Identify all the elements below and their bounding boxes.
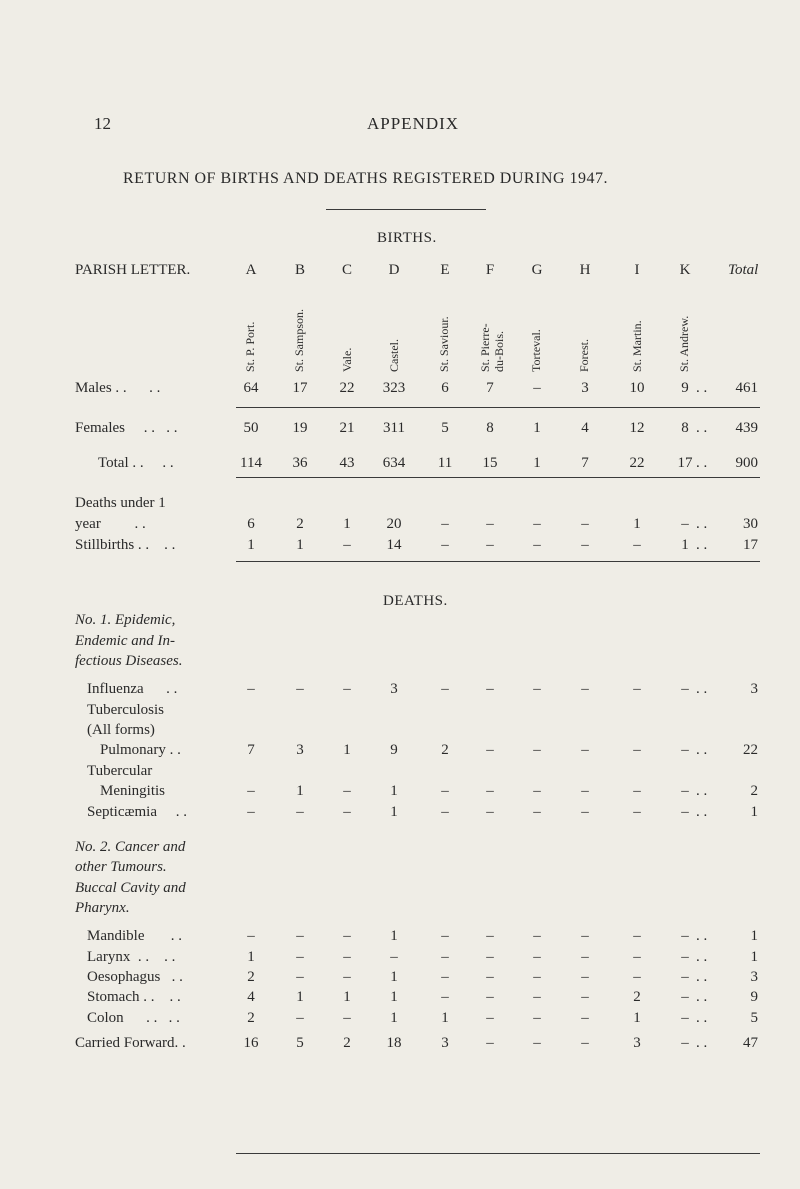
table-cell: – bbox=[296, 681, 304, 697]
table-cell: – bbox=[486, 681, 494, 697]
table-cell: 1 bbox=[390, 969, 398, 985]
table-cell: – bbox=[533, 537, 541, 553]
table-cell: – bbox=[343, 949, 351, 965]
total-column-header: Total bbox=[728, 262, 759, 278]
table-cell: 1 bbox=[390, 989, 398, 1005]
table-cell: – bbox=[343, 681, 351, 697]
table-cell: 3 bbox=[296, 742, 304, 758]
row-label: Pulmonary . . bbox=[100, 742, 181, 758]
table-cell: – bbox=[343, 537, 351, 553]
parish-letter: E bbox=[440, 262, 450, 278]
table-cell: – bbox=[681, 783, 689, 799]
table-cell: 1 bbox=[390, 928, 398, 944]
row-label: Influenza . . bbox=[87, 681, 178, 697]
leader-dots: . . bbox=[696, 804, 708, 820]
table-cell: 1 bbox=[296, 537, 304, 553]
row-total: 1 bbox=[750, 804, 758, 820]
row-total: 2 bbox=[750, 783, 758, 799]
leader-dots: . . bbox=[696, 455, 708, 471]
row-label: (All forms) bbox=[87, 722, 155, 738]
table-cell: 1 bbox=[533, 420, 541, 436]
table-cell: – bbox=[533, 516, 541, 532]
row-total: 9 bbox=[750, 989, 758, 1005]
parish-name: du-Bois. bbox=[492, 330, 506, 372]
table-cell: 1 bbox=[533, 455, 541, 471]
table-cell: 2 bbox=[343, 1035, 351, 1051]
table-cell: 2 bbox=[247, 1010, 255, 1026]
leader-dots: . . bbox=[696, 681, 708, 697]
table-cell: – bbox=[681, 969, 689, 985]
table-cell: 3 bbox=[581, 380, 589, 396]
table-cell: – bbox=[343, 969, 351, 985]
table-cell: 5 bbox=[296, 1035, 304, 1051]
parish-name: St. Sampson. bbox=[292, 308, 306, 372]
row-label: Deaths under 1 bbox=[75, 495, 166, 511]
row-total: 461 bbox=[735, 380, 758, 396]
row-total: 47 bbox=[743, 1035, 758, 1051]
table-cell: 9 bbox=[681, 380, 689, 396]
births-end-rule bbox=[236, 561, 760, 562]
table-cell: 7 bbox=[247, 742, 255, 758]
table-cell: – bbox=[681, 928, 689, 944]
table-cell: – bbox=[581, 1035, 589, 1051]
table-cell: 16 bbox=[243, 1035, 259, 1051]
table-cell: – bbox=[247, 681, 255, 697]
parish-letter: F bbox=[485, 262, 495, 278]
row-total: 3 bbox=[750, 681, 758, 697]
table-cell: – bbox=[681, 989, 689, 1005]
table-cell: 14 bbox=[386, 537, 402, 553]
leader-dots: . . bbox=[696, 949, 708, 965]
table-cell: – bbox=[441, 989, 449, 1005]
table-cell: 6 bbox=[247, 516, 255, 532]
table-cell: 311 bbox=[383, 420, 405, 436]
row-total: 1 bbox=[750, 928, 758, 944]
table-cell: 1 bbox=[343, 742, 351, 758]
category-title: fectious Diseases. bbox=[75, 653, 183, 669]
row-label: Males . . . . bbox=[75, 380, 161, 396]
table-cell: 1 bbox=[390, 1010, 398, 1026]
table-cell: – bbox=[533, 1035, 541, 1051]
table-cell: – bbox=[533, 783, 541, 799]
table-cell: 3 bbox=[390, 681, 398, 697]
page-title: RETURN OF BIRTHS AND DEATHS REGISTERED DURING 1947. bbox=[123, 170, 608, 187]
row-label: Meningitis bbox=[100, 783, 166, 799]
row-label: Larynx . . . . bbox=[87, 949, 176, 965]
table-cell: 634 bbox=[382, 455, 406, 471]
table-cell: 1 bbox=[296, 783, 304, 799]
row-label: Mandible . . bbox=[87, 928, 182, 944]
parish-letter: A bbox=[245, 262, 257, 278]
row-label: Females . . . . bbox=[75, 420, 178, 436]
table-cell: 7 bbox=[486, 380, 494, 396]
row-label: Colon . . . . bbox=[87, 1010, 180, 1026]
table-cell: 11 bbox=[437, 455, 453, 471]
table-cell: – bbox=[581, 742, 589, 758]
table-cell: 3 bbox=[441, 1035, 449, 1051]
table-cell: 6 bbox=[441, 380, 449, 396]
table-cell: – bbox=[533, 928, 541, 944]
table-cell: 64 bbox=[243, 380, 259, 396]
leader-dots: . . bbox=[696, 1035, 708, 1051]
table-cell: – bbox=[633, 783, 641, 799]
row-total: 900 bbox=[735, 455, 758, 471]
table-cell: – bbox=[633, 804, 641, 820]
table-cell: – bbox=[581, 928, 589, 944]
parish-name: St. Andrew. bbox=[677, 315, 691, 372]
row-total: 3 bbox=[750, 969, 758, 985]
table-cell: 18 bbox=[386, 1035, 402, 1051]
table-cell: 19 bbox=[292, 420, 308, 436]
table-cell: – bbox=[581, 681, 589, 697]
table-cell: – bbox=[247, 804, 255, 820]
table-cell: – bbox=[633, 537, 641, 553]
table-cell: 1 bbox=[343, 516, 351, 532]
category-title: No. 1. Epidemic, bbox=[75, 612, 176, 628]
table-cell: – bbox=[581, 804, 589, 820]
table-cell: 1 bbox=[441, 1010, 449, 1026]
table-cell: – bbox=[247, 783, 255, 799]
table-cell: 8 bbox=[486, 420, 494, 436]
parish-letter: D bbox=[388, 262, 400, 278]
row-label: Carried Forward. . bbox=[75, 1035, 186, 1051]
row-total: 5 bbox=[750, 1010, 758, 1026]
leader-dots: . . bbox=[696, 1010, 708, 1026]
births-subtotal-rule bbox=[236, 407, 760, 408]
table-cell: 1 bbox=[296, 989, 304, 1005]
table-cell: 7 bbox=[581, 455, 589, 471]
row-total: 17 bbox=[743, 537, 758, 553]
table-cell: – bbox=[681, 804, 689, 820]
deaths-heading: DEATHS. bbox=[383, 593, 448, 609]
row-label: Total . . . . bbox=[98, 455, 174, 471]
table-cell: 4 bbox=[247, 989, 255, 1005]
table-cell: 1 bbox=[247, 949, 255, 965]
table-cell: – bbox=[533, 681, 541, 697]
table-cell: – bbox=[633, 949, 641, 965]
table-cell: – bbox=[581, 949, 589, 965]
row-label: Stomach . . . . bbox=[87, 989, 181, 1005]
table-cell: – bbox=[681, 1010, 689, 1026]
table-cell: – bbox=[581, 516, 589, 532]
table-cell: – bbox=[343, 928, 351, 944]
table-cell: 17 bbox=[292, 380, 308, 396]
leader-dots: . . bbox=[696, 537, 708, 553]
table-cell: 1 bbox=[390, 804, 398, 820]
table-cell: – bbox=[681, 516, 689, 532]
table-cell: – bbox=[581, 1010, 589, 1026]
row-label: Tubercular bbox=[87, 763, 153, 779]
table-cell: 2 bbox=[633, 989, 641, 1005]
leader-dots: . . bbox=[696, 420, 708, 436]
row-label: Oesophagus . . bbox=[87, 969, 183, 985]
table-cell: 2 bbox=[247, 969, 255, 985]
parish-name: Vale. bbox=[340, 347, 354, 372]
parish-name: St. Saviour. bbox=[437, 316, 451, 372]
parish-letter: I bbox=[634, 262, 640, 278]
table-cell: – bbox=[486, 742, 494, 758]
parish-name: St. P. Port. bbox=[243, 321, 257, 372]
table-cell: 1 bbox=[633, 516, 641, 532]
table-cell: – bbox=[533, 989, 541, 1005]
leader-dots: . . bbox=[696, 380, 708, 396]
parish-letter-label: PARISH LETTER. bbox=[75, 262, 191, 278]
table-cell: 15 bbox=[482, 455, 498, 471]
leader-dots: . . bbox=[696, 516, 708, 532]
table-cell: – bbox=[441, 928, 449, 944]
table-cell: – bbox=[441, 969, 449, 985]
parish-name: St. Pierre- bbox=[478, 323, 492, 372]
table-cell: – bbox=[581, 989, 589, 1005]
table-cell: – bbox=[441, 949, 449, 965]
table-cell: – bbox=[533, 969, 541, 985]
row-label: Tuberculosis bbox=[87, 702, 164, 718]
table-cell: – bbox=[633, 742, 641, 758]
parish-name: Forest. bbox=[577, 339, 591, 372]
table-cell: – bbox=[533, 1010, 541, 1026]
table-cell: – bbox=[486, 1010, 494, 1026]
table-cell: – bbox=[441, 516, 449, 532]
table-cell: – bbox=[441, 783, 449, 799]
leader-dots: . . bbox=[696, 742, 708, 758]
table-cell: 2 bbox=[441, 742, 449, 758]
table-cell: 43 bbox=[339, 455, 355, 471]
table-cell: – bbox=[441, 537, 449, 553]
row-label: Septicæmia . . bbox=[87, 804, 187, 820]
table-cell: – bbox=[581, 969, 589, 985]
table-cell: – bbox=[486, 537, 494, 553]
parish-letter: H bbox=[579, 262, 591, 278]
table-cell: 1 bbox=[681, 537, 689, 553]
parish-name: Castel. bbox=[387, 339, 401, 372]
table-cell: – bbox=[343, 804, 351, 820]
table-cell: 22 bbox=[629, 455, 645, 471]
table-cell: – bbox=[486, 516, 494, 532]
table-cell: – bbox=[533, 949, 541, 965]
table-cell: – bbox=[343, 1010, 351, 1026]
table-cell: 17 bbox=[677, 455, 693, 471]
table-cell: – bbox=[633, 681, 641, 697]
table-cell: – bbox=[486, 804, 494, 820]
table-cell: – bbox=[296, 949, 304, 965]
table-cell: – bbox=[486, 783, 494, 799]
row-total: 30 bbox=[743, 516, 758, 532]
births-total-rule bbox=[236, 477, 760, 478]
table-cell: 36 bbox=[292, 455, 308, 471]
leader-dots: . . bbox=[696, 783, 708, 799]
table-cell: – bbox=[296, 1010, 304, 1026]
table-cell: 2 bbox=[296, 516, 304, 532]
table-cell: – bbox=[633, 969, 641, 985]
table-cell: – bbox=[296, 928, 304, 944]
table-cell: – bbox=[486, 949, 494, 965]
category-title: other Tumours. bbox=[75, 859, 167, 875]
births-heading: BIRTHS. bbox=[377, 230, 437, 246]
table-cell: – bbox=[533, 380, 541, 396]
table-cell: – bbox=[581, 783, 589, 799]
table-cell: – bbox=[296, 969, 304, 985]
table-cell: 10 bbox=[629, 380, 645, 396]
table-cell: – bbox=[441, 681, 449, 697]
table-cell: 5 bbox=[441, 420, 449, 436]
table-cell: – bbox=[533, 742, 541, 758]
running-head: APPENDIX bbox=[367, 114, 460, 133]
table-cell: – bbox=[681, 742, 689, 758]
table-cell: 1 bbox=[343, 989, 351, 1005]
table-cell: 8 bbox=[681, 420, 689, 436]
table-cell: – bbox=[681, 949, 689, 965]
category-title: Buccal Cavity and bbox=[75, 880, 186, 896]
row-total: 439 bbox=[735, 420, 758, 436]
parish-name: St. Martin. bbox=[630, 320, 644, 372]
table-cell: 20 bbox=[386, 516, 402, 532]
table-cell: – bbox=[486, 989, 494, 1005]
table-cell: 1 bbox=[247, 537, 255, 553]
table-cell: – bbox=[343, 783, 351, 799]
leader-dots: . . bbox=[696, 928, 708, 944]
table-cell: 114 bbox=[240, 455, 262, 471]
table-cell: 3 bbox=[633, 1035, 641, 1051]
row-total: 1 bbox=[750, 949, 758, 965]
deaths-subtotal-rule bbox=[236, 1153, 760, 1154]
table-cell: – bbox=[390, 949, 398, 965]
category-title: Endemic and In- bbox=[75, 633, 175, 649]
leader-dots: . . bbox=[696, 969, 708, 985]
category-title: Pharynx. bbox=[75, 900, 130, 916]
row-label: Stillbirths . . . . bbox=[75, 537, 176, 553]
table-cell: 12 bbox=[629, 420, 645, 436]
page-number: 12 bbox=[94, 114, 111, 133]
table-cell: 22 bbox=[339, 380, 355, 396]
parish-letter: G bbox=[531, 262, 543, 278]
row-label: year . . bbox=[75, 516, 146, 532]
table-cell: – bbox=[533, 804, 541, 820]
table-cell: – bbox=[486, 1035, 494, 1051]
parish-letter: K bbox=[679, 262, 691, 278]
table-cell: – bbox=[633, 928, 641, 944]
table-cell: 50 bbox=[243, 420, 259, 436]
title-rule bbox=[326, 209, 486, 210]
table-cell: 1 bbox=[633, 1010, 641, 1026]
table-cell: – bbox=[681, 681, 689, 697]
parish-letter: B bbox=[294, 262, 306, 278]
table-cell: – bbox=[581, 537, 589, 553]
table-cell: 9 bbox=[390, 742, 398, 758]
table-cell: 1 bbox=[390, 783, 398, 799]
parish-name: Torteval. bbox=[529, 329, 543, 372]
table-cell: – bbox=[486, 969, 494, 985]
table-cell: – bbox=[681, 1035, 689, 1051]
parish-letter: C bbox=[341, 262, 353, 278]
row-total: 22 bbox=[743, 742, 758, 758]
leader-dots: . . bbox=[696, 989, 708, 1005]
category-title: No. 2. Cancer and bbox=[75, 839, 186, 855]
table-cell: 21 bbox=[339, 420, 355, 436]
table-cell: 4 bbox=[581, 420, 589, 436]
table-cell: – bbox=[296, 804, 304, 820]
table-cell: – bbox=[441, 804, 449, 820]
table-cell: – bbox=[247, 928, 255, 944]
table-cell: – bbox=[486, 928, 494, 944]
table-cell: 323 bbox=[382, 380, 406, 396]
